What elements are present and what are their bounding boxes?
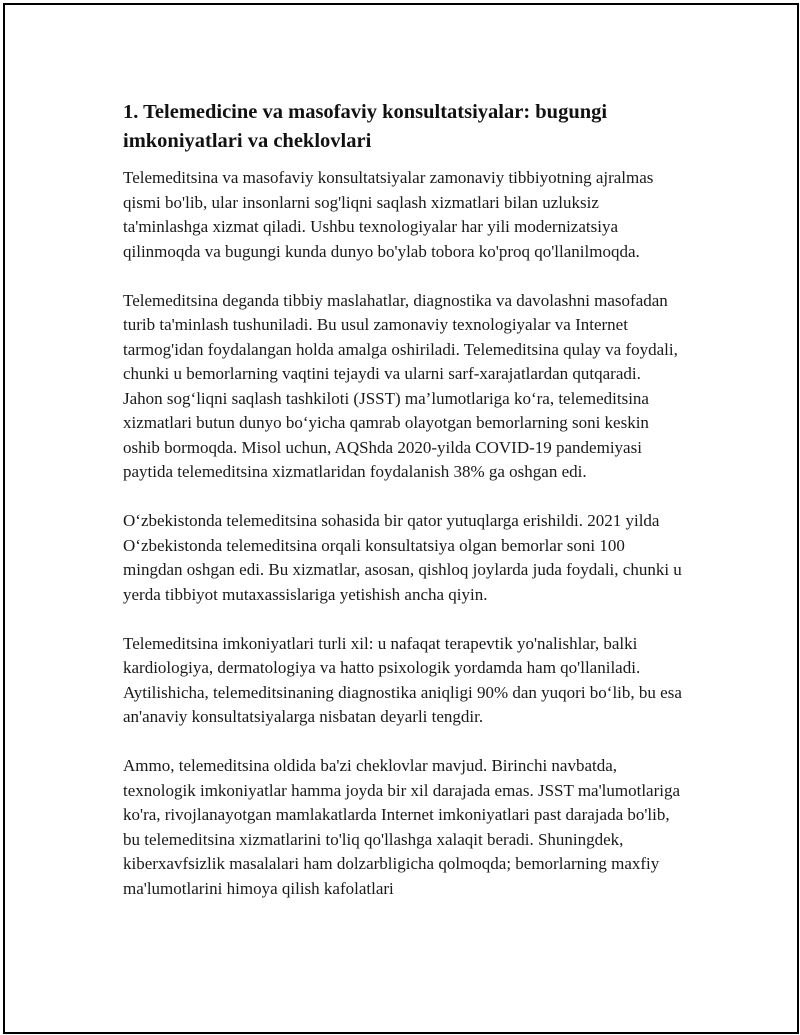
document-body (123, 98, 683, 901)
paragraph-intro: Telemeditsina va masofaviy konsultatsiyalar zamonaviy tibbiyotning ajralmas qismi bo'lib, ular insonlarni sog'liqni saqlash xizmatlari bilan uzluksiz ta'minlashga xizmat qiladi. Ushbu texnologiyalar har yili modernizatsiya qilinmoqda va bugungi kunda dunyo bo'ylab tobora ko'proq qo'llanilmoqda. (123, 168, 654, 261)
paragraph-capabilities: Telemeditsina imkoniyatlari turli xil: u nafaqat terapevtik yo'nalishlar, balki kardiologiya, dermatologiya va hatto psixologik yordamda ham qo'llaniladi. Aytilishicha, telemeditsinaning diagnostika aniqligi 90% dan yuqori bo‘lib, bu esa an'anaviy konsultatsiyalarga nisbatan deyarli tengdir. (123, 633, 682, 726)
section-title: 1. Telemedicine va masofaviy konsultatsiyalar: bugungi imkoniyatlari va cheklovlari (123, 101, 608, 152)
paragraph-limitations: Ammo, telemeditsina oldida ba'zi cheklovlar mavjud. Birinchi navbatda, texnologik imkoniyatlar hamma joyda bir xil darajada emas. JSST ma'lumotlariga ko'ra, rivojlanayotgan mamlakatlarda Internet imkoniyatlari past darajada bo'lib, bu telemeditsina xizmatlarini to'liq qo'llashga xalaqit beradi. Shuningdek, kiberxavfsizlik masalalari ham dolzarbligicha qolmoqda; bemorlarning maxfiy ma'lumotlarini himoya qilish kafolatlari (123, 756, 681, 898)
paragraph-uzbekistan: O‘zbekistonda telemeditsina sohasida bir qator yutuqlarga erishildi. 2021 yilda O‘zbekistonda telemeditsina orqali konsultatsiya olgan bemorlar soni 100 mingdan oshgan edi. Bu xizmatlar, asosan, qishloq joylarda juda foydali, chunki u yerda tibbiyot mutaxassislariga yetishish ancha qiyin. (123, 511, 682, 604)
page-frame (3, 3, 799, 1034)
paragraph-definition: Telemeditsina deganda tibbiy maslahatlar, diagnostika va davolashni masofadan turib ta'minlash tushuniladi. Bu usul zamonaviy texnologiyalar va Internet tarmog'idan foydalangan holda amalga oshiriladi. Telemeditsina qulay va foydali, chunki u bemorlarning vaqtini tejaydi va ularni sarf-xarajatlardan qutqaradi. Jahon sog‘liqni saqlash tashkiloti (JSST) ma’lumotlariga ko‘ra, telemeditsina xizmatlari butun dunyo bo‘yicha qamrab olayotgan bemorlarning soni keskin oshib bormoqda. Misol uchun, AQShda 2020-yilda COVID-19 pandemiyasi paytida telemeditsina xizmatlaridan foydalanish 38% ga oshgan edi. (123, 290, 678, 481)
